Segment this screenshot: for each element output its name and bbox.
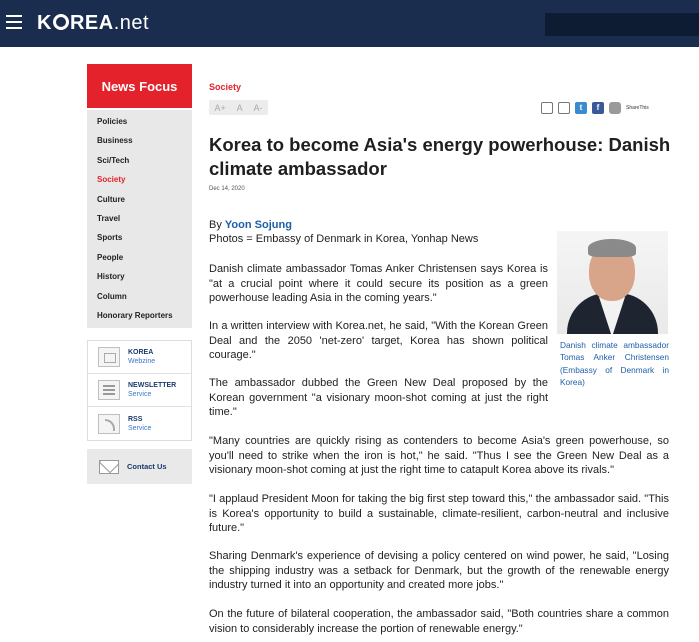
rss-link[interactable] [88,407,191,440]
sidebar-item-history[interactable]: History [97,272,125,282]
font-size-tools [209,100,268,115]
font-decrease-button[interactable]: A- [253,102,263,113]
rss-title: RSS [128,415,143,423]
facebook-icon[interactable]: f [592,102,604,114]
article-paragraph: Danish climate ambassador Tomas Anker Christensen says Korea is "at a crucial point where it could secure its position as a green powerhouse leading Asia in the coming years." [209,263,548,304]
service-links [87,340,192,441]
rss-icon [98,414,120,434]
contact-us-label: Contact Us [127,462,167,471]
search-input[interactable] [545,13,699,36]
webzine-link[interactable] [88,341,191,374]
logo-net: .net [113,12,150,34]
sidebar-item-honorary-reporters[interactable]: Honorary Reporters [97,310,173,320]
share-tools [541,100,649,115]
sidebar-item-scitech[interactable]: Sci/Tech [97,155,130,165]
sidebar-section-title: News Focus [87,64,192,108]
print-icon[interactable] [541,102,553,114]
article-paragraph: On the future of bilateral cooperation, the ambassador said, "Both countries share a common vision to considerably increase the portion of renewable energy." [209,608,669,635]
webzine-sub: Webzine [128,358,156,365]
photo-credit: Photos = Embassy of Denmark in Korea, Yonhap News [209,233,479,245]
sidebar-item-sports[interactable]: Sports [97,233,123,243]
logo-o-icon [53,14,69,30]
byline-prefix: By [209,219,225,231]
newsletter-sub: Service [128,391,152,398]
share-icon[interactable] [609,102,621,114]
site-logo[interactable] [37,12,149,35]
article-paragraph: "I applaud President Moon for taking the big first step toward this," the ambassador said. "This is Korea's opportunity to build a sustainable, climate-resilient, carbon-neutral and inclusive future." [209,493,669,534]
author-link[interactable]: Yoon Sojung [224,219,292,231]
article-paragraph: "Many countries are quickly rising as contenders to become Asia's green powerhouse, so you'll need to strike when the iron is hot," he said. "Thus I see the Green New Deal as a visionary moon-shot coming at just the right time to catapult Korea above its rivals." [209,435,669,476]
article-paragraph: Sharing Denmark's experience of devising a policy centered on wind power, he said, "Losing the shipping industry was a setback for Denmark, but the growth of the renewable energy industry turned it into an opportunity and created more jobs." [209,550,669,591]
article-title: Korea to become Asia's energy powerhouse: Danish climate ambassador [209,134,671,179]
logo-k: K [37,12,52,34]
article-section[interactable]: Society [209,82,242,92]
sidebar-item-travel[interactable]: Travel [97,213,121,223]
newsletter-icon [98,380,120,400]
sidebar-item-policies[interactable]: Policies [97,117,128,126]
article-paragraph: The ambassador dubbed the Green New Deal proposed by the Korean government "a visionary moon-shot coming at just the right time." [209,377,548,418]
share-this-label[interactable]: ShareThis [626,104,649,111]
font-default-button[interactable]: A [236,102,243,113]
sidebar-nav [87,110,192,328]
mail-icon [99,460,119,474]
newsletter-title: NEWSLETTER [128,382,177,389]
article-paragraph: In a written interview with Korea.net, he said, "With the Korean Green Deal and the 2050 'net-zero' target, Korea has shown political courage." [209,320,548,361]
byline [209,218,549,246]
font-increase-button[interactable]: A+ [214,102,226,113]
newsletter-link[interactable] [88,374,191,407]
article-date: Dec 14, 2020 [209,186,245,192]
article-photo [557,231,668,334]
sidebar-item-business[interactable]: Business [97,136,133,146]
twitter-icon[interactable]: t [575,102,587,114]
sidebar-item-society[interactable]: Society [97,175,126,185]
sidebar-item-column[interactable]: Column [97,291,127,301]
email-icon[interactable] [558,102,570,114]
menu-icon[interactable] [6,15,22,29]
webzine-title: KOREA [128,349,154,356]
rss-sub: Service [128,424,152,432]
contact-us-button[interactable] [87,449,192,484]
sidebar-item-culture[interactable]: Culture [97,194,125,204]
top-bar [0,0,699,47]
webzine-icon [98,347,120,367]
logo-rea: REA [69,12,114,34]
sidebar-item-people[interactable]: People [97,252,124,262]
photo-caption: Danish climate ambassador Tomas Anker Christensen (Embassy of Denmark in Korea) [560,340,669,387]
